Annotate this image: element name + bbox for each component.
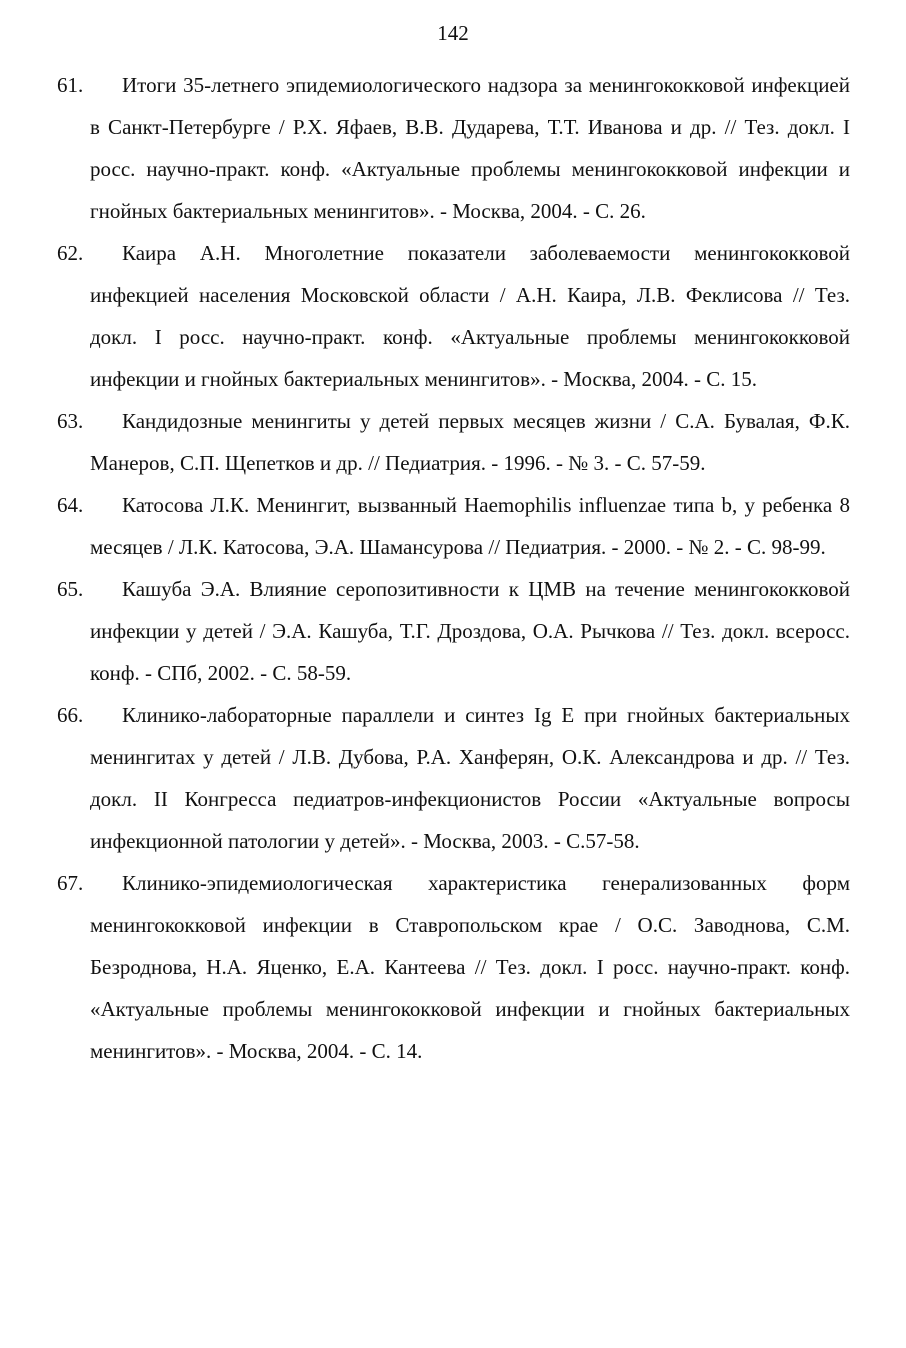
reference-text: Итоги 35-летнего эпидемиологического надзора за менингококковой инфекцией в Санкт-Петербурге / Р.Х. Яфаев, В.В. Дударева, Т.Т. Иванова и др. // Тез. докл. I росс. научно-практ. конф. «Актуальные проблемы менингококковой инфекции и гнойных бактериальных менингитов». - Москва, 2004. - С. 26. — [90, 73, 850, 223]
reference-text: Катосова Л.К. Менингит, вызванный Haemophilis influenzae типа b, у ребенка 8 месяцев / Л.К. Катосова, Э.А. Шамансурова // Педиатрия. - 2000. - № 2. - С. 98-99. — [90, 493, 850, 559]
reference-number: 66. — [57, 703, 84, 727]
reference-number: 64. — [57, 493, 84, 517]
reference-text: Кашуба Э.А. Влияние серопозитивности к ЦМВ на течение менингококковой инфекции у детей / Э.А. Кашуба, Т.Г. Дроздова, О.А. Рычкова // Тез. докл. всеросс. конф. - СПб, 2002. - С. 58-59. — [90, 577, 850, 685]
reference-item — [57, 400, 850, 484]
reference-item — [57, 484, 850, 568]
reference-text: Каира А.Н. Многолетние показатели заболеваемости менингококковой инфекцией населения Московской области / А.Н. Каира, Л.В. Феклисова // Тез. докл. I росс. научно-практ. конф. «Актуальные проблемы менингококковой инфекции и гнойных бактериальных менингитов». - Москва, 2004. - С. 15. — [90, 241, 850, 391]
reference-item — [57, 862, 850, 1072]
reference-text: Кандидозные менингиты у детей первых месяцев жизни / С.А. Бувалая, Ф.К. Манеров, С.П. Щепетков и др. // Педиатрия. - 1996. - № 3. - С. 57-59. — [90, 409, 850, 475]
reference-text: Клинико-эпидемиологическая характеристика генерализованных форм менингококковой инфекции в Ставропольском крае / О.С. Заводнова, С.М. Безроднова, Н.А. Яценко, Е.А. Кантеева // Тез. докл. I росс. научно-практ. конф. «Актуальные проблемы менингококковой инфекции и гнойных бактериальных менингитов». - Москва, 2004. - С. 14. — [90, 871, 850, 1063]
page-number: 142 — [437, 21, 469, 45]
reference-number: 61. — [57, 73, 84, 97]
reference-text: Клинико-лабораторные параллели и синтез Ig E при гнойных бактериальных менингитах у детей / Л.В. Дубова, Р.А. Ханферян, О.К. Александрова и др. // Тез. докл. II Конгресса педиатров-инфекционистов России «Актуальные вопросы инфекционной патологии у детей». - Москва, 2003. - С.57-58. — [90, 703, 850, 853]
reference-list — [57, 64, 850, 1072]
reference-item — [57, 232, 850, 400]
reference-number: 62. — [57, 241, 84, 265]
reference-number: 65. — [57, 577, 84, 601]
reference-item — [57, 694, 850, 862]
reference-number: 67. — [57, 871, 84, 895]
reference-item — [57, 64, 850, 232]
reference-number: 63. — [57, 409, 84, 433]
reference-item — [57, 568, 850, 694]
